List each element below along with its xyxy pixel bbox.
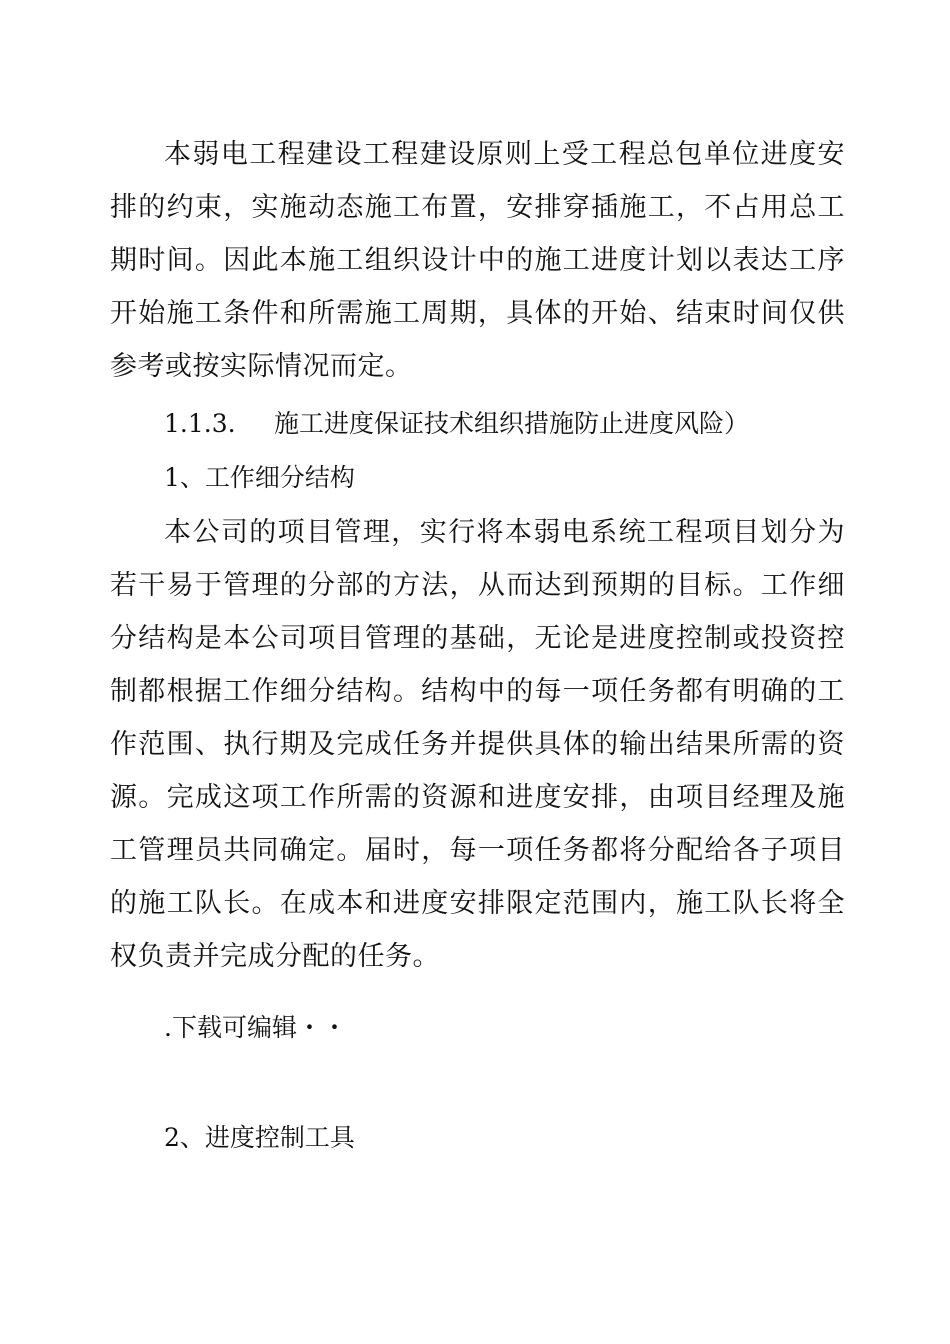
- section-number: 1.1.3.: [164, 409, 236, 438]
- footer-note: .下载可编辑・・: [164, 1013, 347, 1042]
- section-title: 施工进度保证技术组织措施防止进度风险）: [274, 409, 750, 438]
- list-item-work-breakdown: 1、工作细分结构: [164, 463, 355, 492]
- paragraph-schedule-constraint: 本弱电工程建设工程建设原则上受工程总包单位进度安排的约束，实施动态施工布置，安排穿插施工，不占用总工期时间。因此本施工组织设计中的施工进度计划以表达工序开始施工条件和所需施工周期，具体的开始、结束时间仅供参考或按实际情况而定。: [110, 139, 845, 382]
- paragraph-work-breakdown: 本公司的项目管理，实行将本弱电系统工程项目划分为若干易于管理的分部的方法，从而达到预期的目标。工作细分结构是本公司项目管理的基础，无论是进度控制或投资控制都根据工作细分结构。结构中的每一项任务都有明确的工作范围、执行期及完成任务并提供具体的输出结果所需的资源。完成这项工作所需的资源和进度安排，由项目经理及施工管理员共同确定。届时，每一项任务都将分配给各子项目的施工队长。在成本和进度安排限定范围内，施工队长将全权负责并完成分配的任务。: [110, 517, 845, 972]
- section-heading: [164, 404, 749, 444]
- list-item-progress-tools: 2、进度控制工具: [164, 1123, 355, 1152]
